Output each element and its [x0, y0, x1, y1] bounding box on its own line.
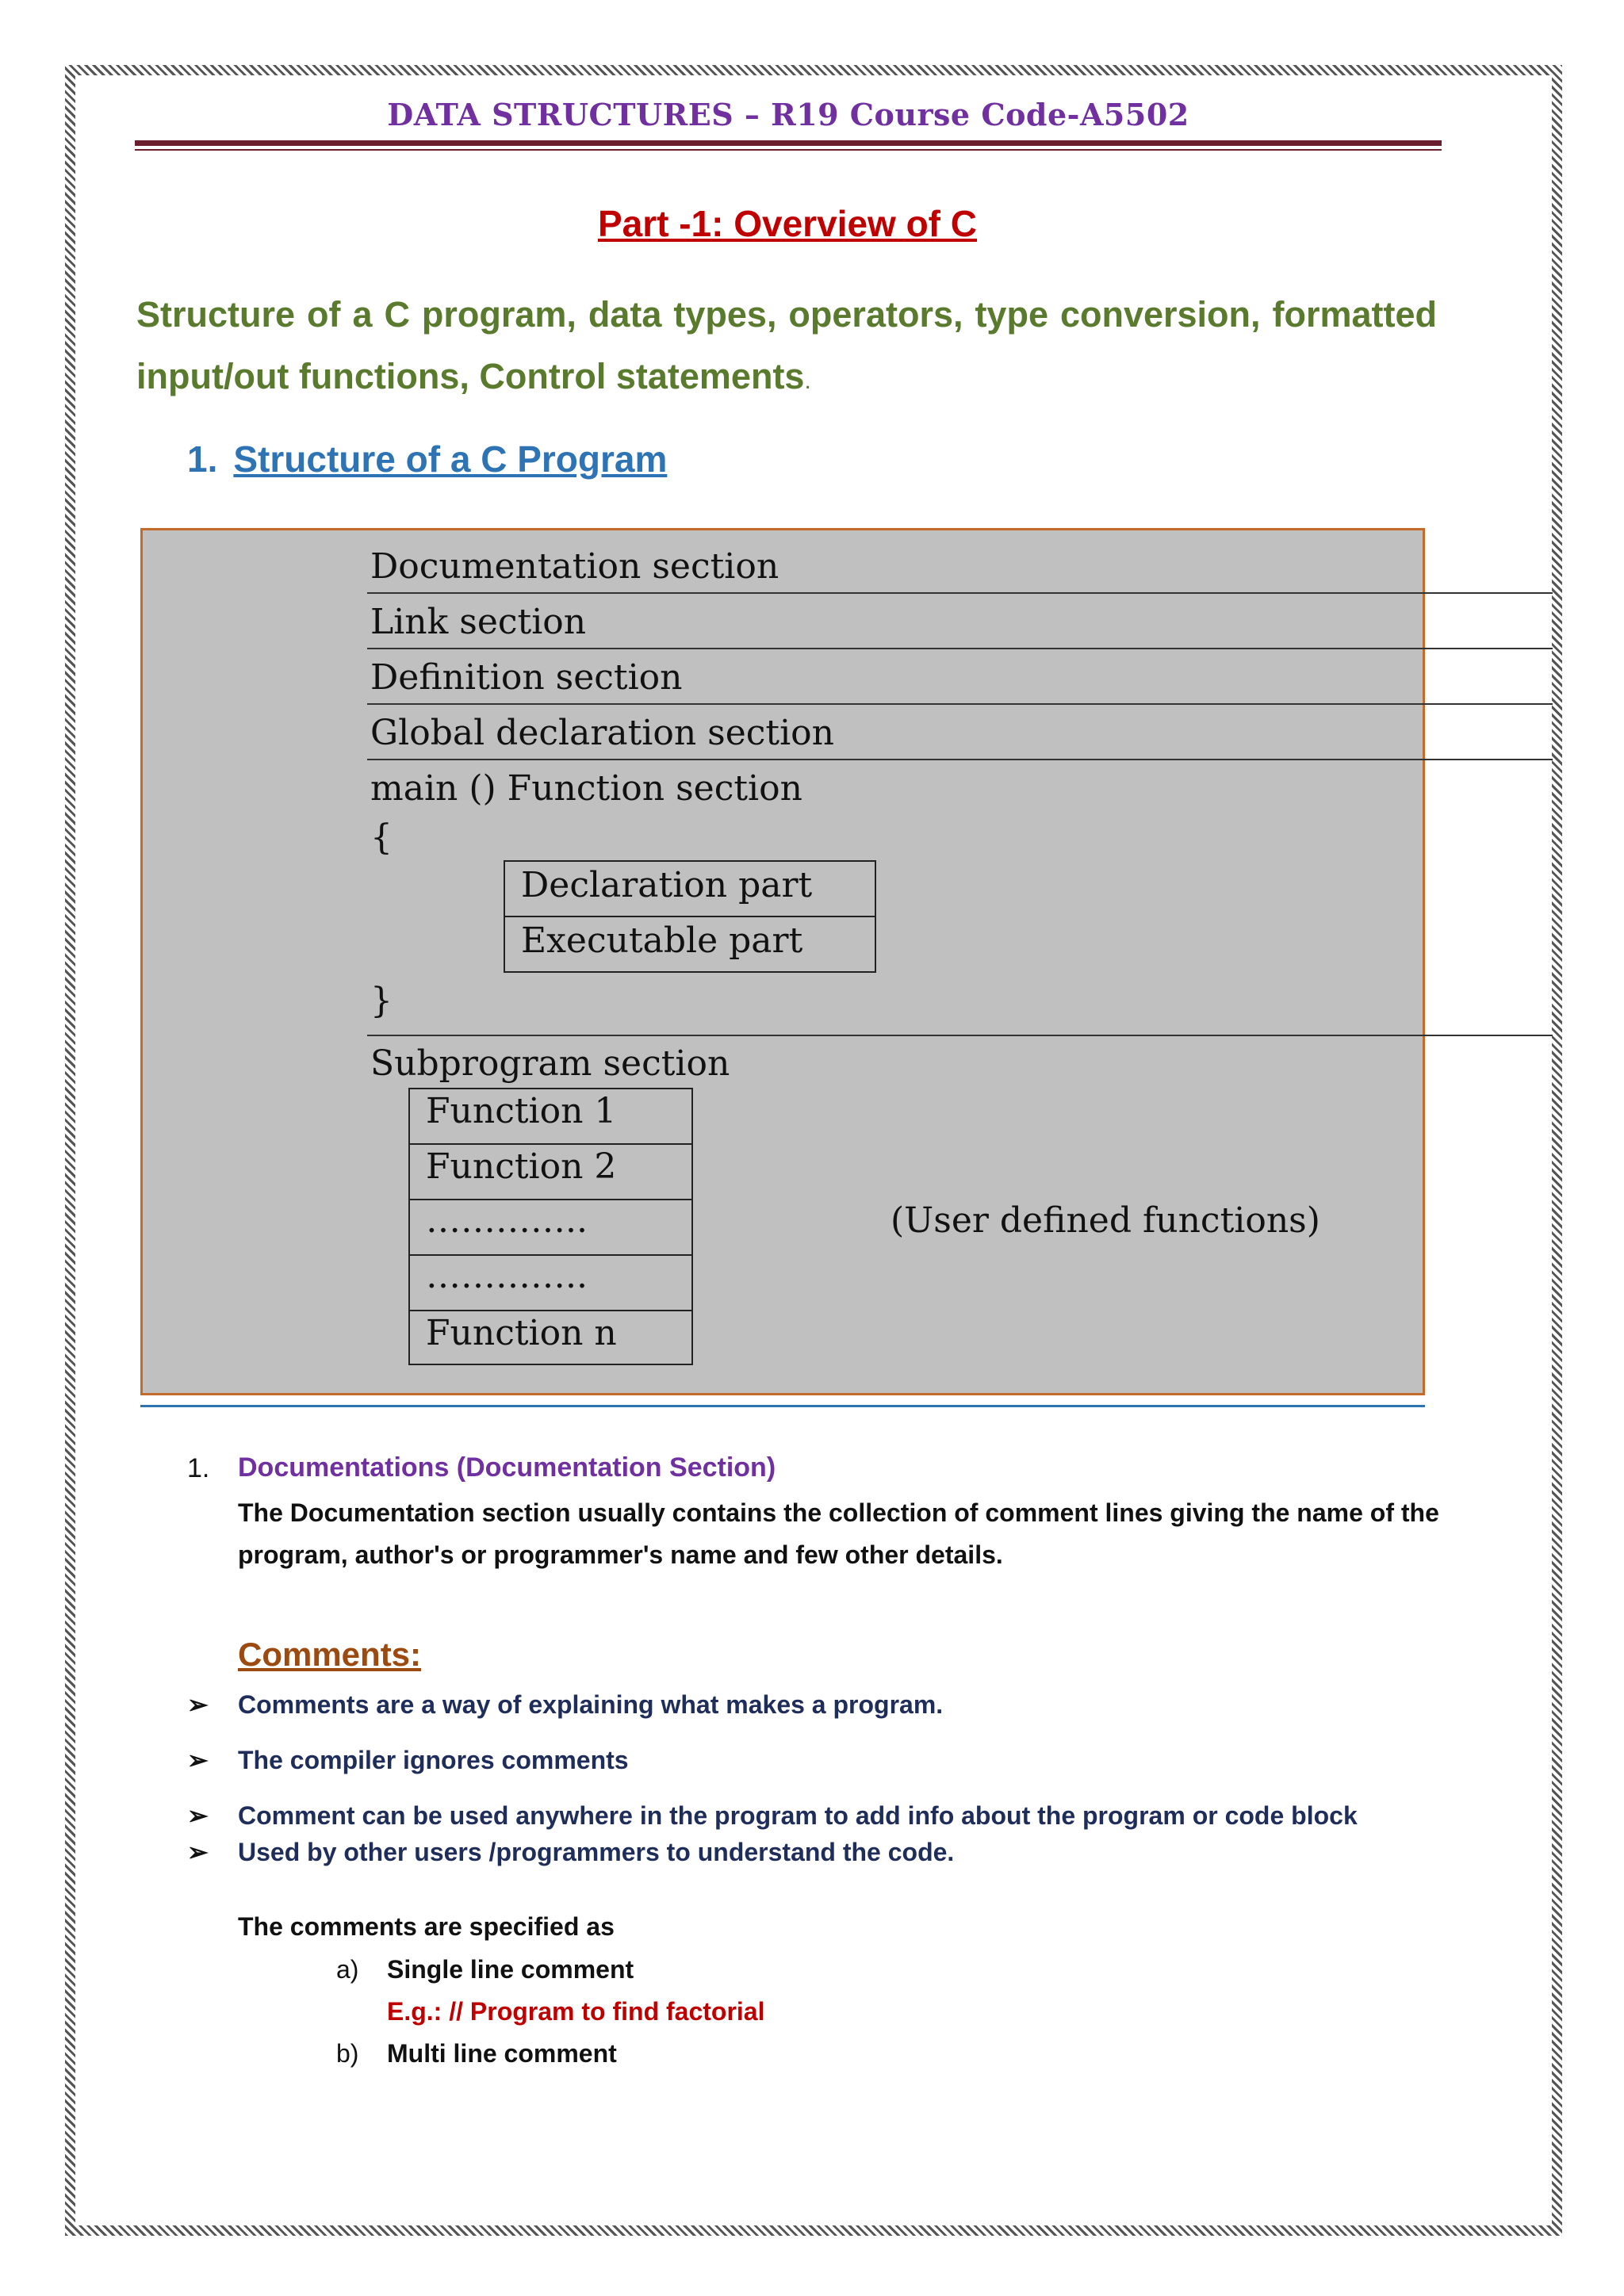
page-header: DATA STRUCTURES – R19 Course Code-A5502	[387, 97, 1189, 132]
comment-bullet	[187, 1800, 1358, 1831]
header-rule	[135, 140, 1442, 146]
global-section-label: Global declaration section	[370, 713, 834, 753]
main-parts-box	[504, 860, 876, 973]
arrow-bullet-icon: ➢	[187, 1746, 209, 1774]
functions-box	[408, 1088, 693, 1365]
function-1: Function 1	[426, 1091, 617, 1131]
comment-bullet	[187, 1837, 954, 1867]
arrow-bullet-icon: ➢	[187, 1838, 209, 1866]
close-brace: }	[370, 981, 393, 1021]
comments-spec-line: The comments are specified as	[238, 1912, 615, 1941]
comment-bullet	[187, 1689, 943, 1720]
divider	[367, 759, 1553, 760]
divider	[367, 1035, 1553, 1036]
divider	[367, 592, 1553, 594]
bullet-text: The compiler ignores comments	[238, 1746, 629, 1774]
list-label: b)	[336, 2039, 359, 2068]
function-ellipsis-1: …………..	[426, 1200, 588, 1241]
intro-paragraph	[136, 284, 1437, 412]
main-section-label: main () Function section	[370, 768, 802, 809]
executable-part: Executable part	[521, 920, 803, 961]
doc-item-number: 1.	[187, 1453, 210, 1483]
open-brace: {	[370, 817, 393, 858]
program-structure-diagram	[140, 528, 1425, 1395]
list-label: a)	[336, 1955, 359, 1984]
divider	[367, 648, 1553, 649]
multi-line-comment: Multi line comment	[387, 2039, 617, 2068]
intro-text: Structure of a C program, data types, operators, type conversion, formatted input/out functions, Control statements	[136, 294, 1437, 396]
link-section-label: Link section	[370, 602, 587, 642]
section-rule	[140, 1405, 1425, 1407]
doc-item-heading: Documentations (Documentation Section)	[238, 1452, 776, 1483]
function-2: Function 2	[426, 1146, 617, 1187]
box-divider	[505, 916, 875, 917]
comment-bullet	[187, 1745, 629, 1775]
section-heading	[187, 438, 667, 480]
section-number: 1.	[187, 438, 218, 480]
doc-section-label: Documentation section	[370, 546, 779, 587]
declaration-part: Declaration part	[521, 865, 813, 905]
divider	[367, 703, 1553, 705]
section-title: Structure of a C Program	[233, 438, 668, 480]
arrow-bullet-icon: ➢	[187, 1690, 209, 1719]
comments-title: Comments:	[238, 1636, 422, 1673]
part-title: Part -1: Overview of C	[597, 203, 978, 244]
bullet-text: Used by other users /programmers to understand the code.	[238, 1838, 955, 1866]
bullet-text: Comments are a way of explaining what makes a program.	[238, 1690, 944, 1719]
bullet-text: Comment can be used anywhere in the program to add info about the program or code block	[238, 1801, 1358, 1830]
box-divider	[410, 1310, 691, 1311]
subprogram-label: Subprogram section	[370, 1043, 730, 1084]
function-ellipsis-2: …………..	[426, 1256, 588, 1296]
single-line-comment: Single line comment	[387, 1955, 634, 1984]
box-divider	[410, 1143, 691, 1145]
header-rule-thin	[135, 149, 1442, 151]
user-defined-note: (User defined functions)	[891, 1200, 1320, 1241]
intro-period: .	[804, 368, 811, 394]
comment-example: E.g.: // Program to find factorial	[387, 1997, 765, 2026]
definition-section-label: Definition section	[370, 657, 683, 698]
arrow-bullet-icon: ➢	[187, 1801, 209, 1830]
function-n: Function n	[426, 1313, 617, 1353]
doc-item-body: The Documentation section usually contains the collection of comment lines giving the name of the program, author's or programmer's name and few other details.	[238, 1498, 1439, 1569]
